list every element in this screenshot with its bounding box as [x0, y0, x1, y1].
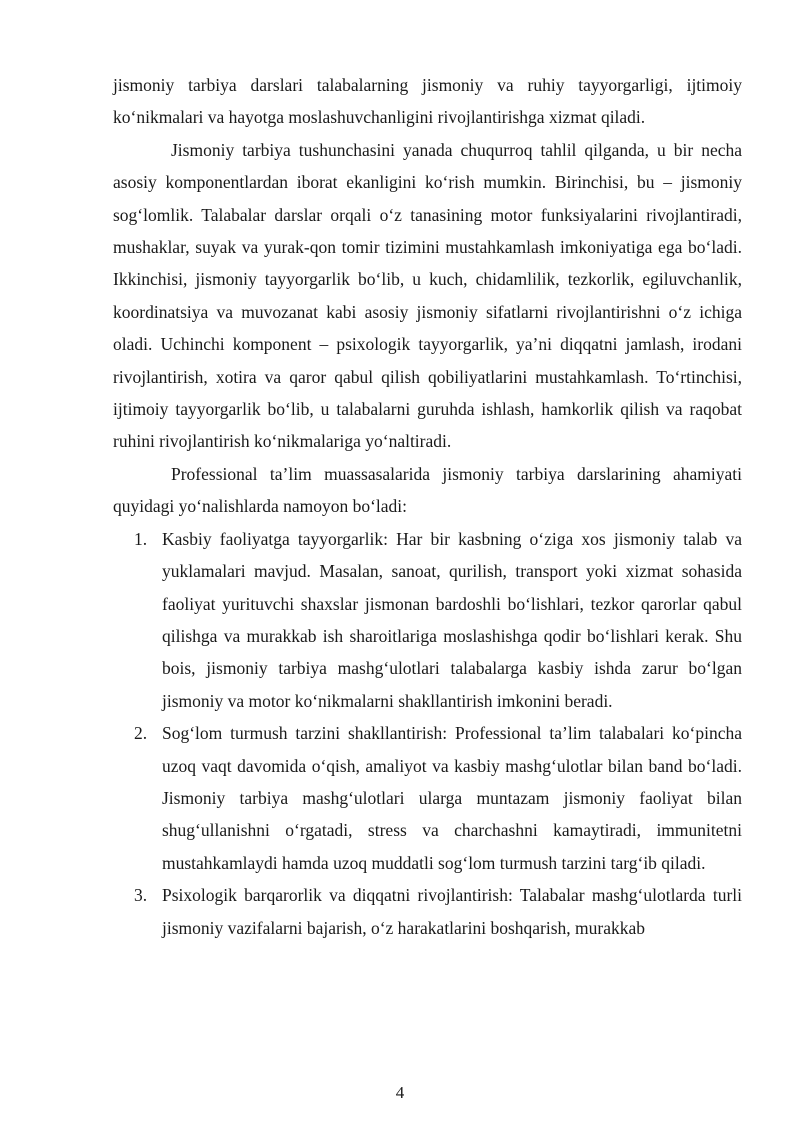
paragraph-components: Jismoniy tarbiya tushunchasini yanada chuqurroq tahlil qilganda, u bir necha asosiy komponentlardan iborat ekanligini ko‘rish mumkin. Birinchisi, bu – jismoniy sog‘lomlik. Talabalar darslar orqali o‘z tanasining motor funksiyalarini rivojlantiradi, mushaklar, suyak va yurak-qon tomir tizimini mustahkamlash imkoniyatiga ega bo‘ladi. Ikkinchisi, jismoniy tayyorgarlik bo‘lib, u kuch, chidamlilik, tezkorlik, egiluvchanlik, koordinatsiya va muvozanat kabi asosiy jismoniy sifatlarni rivojlantirishni o‘z ichiga oladi. Uchinchi komponent – psixologik tayyorgarlik, ya’ni diqqatni jamlash, irodani rivojlantirish, xotira va qaror qabul qilish qobiliyatlarini mustahkamlash. To‘rtinchisi, ijtimoiy tayyorgarlik bo‘lib, u talabalarni guruhda ishlash, hamkorlik qilish va raqobat ruhini rivojlantirish ko‘nikmalariga yo‘naltiradi. — [113, 139, 742, 452]
list-item — [113, 717, 742, 879]
list-item — [113, 879, 742, 944]
page-number: 4 — [395, 1083, 405, 1102]
paragraph-continuation: jismoniy tarbiya darslari talabalarning jismoniy va ruhiy tayyorgarligi, ijtimoiy ko‘nikmalari va hayotga moslashuvchanligini rivojlantirishga xizmat qiladi. — [113, 75, 742, 128]
paragraph-intro-list: Professional ta’lim muassasalarida jismoniy tarbiya darslarining ahamiyati quyidagi yo‘nalishlarda namoyon bo‘ladi: — [113, 463, 742, 517]
list-item-number: 3. — [134, 885, 148, 906]
list-item-text: Sog‘lom turmush tarzini shakllantirish: Professional ta’lim talabalari ko‘pincha uzoq vaqt davomida o‘qish, amaliyot va kasbiy mashg‘ulotlar bilan band bo‘ladi. Jismoniy tarbiya mashg‘ulotlari ularga muntazam jismoniy faoliyat bilan shug‘ullanishni o‘rgatadi, stress va charchashni kamaytiradi, immunitetni mustahkamlaydi hamda uzoq muddatli sog‘lom turmush tarzini targ‘ib qiladi. — [162, 723, 742, 873]
list-item — [113, 523, 742, 717]
list-item-text: Kasbiy faoliyatga tayyorgarlik: Har bir kasbning o‘ziga xos jismoniy talab va yuklamalari mavjud. Masalan, sanoat, qurilish, transport yoki xizmat sohasida faoliyat yurituvchi shaxslar jismonan bardoshli bo‘lishlari, tezkor qarorlar qabul qilishga va murakkab ish sharoitlariga moslashishga qodir bo‘lishlari kerak. Shu bois, jismoniy tarbiya mashg‘ulotlari talabalarga kasbiy ishda zarur bo‘lgan jismoniy va motor ko‘nikmalarni shakllantirish imkonini beradi. — [162, 528, 742, 711]
list-item-text: Psixologik barqarorlik va diqqatni rivojlantirish: Talabalar mashg‘ulotlarda turli jismoniy vazifalarni bajarish, o‘z harakatlarini boshqarish, murakkab — [162, 885, 742, 938]
list-item-number: 2. — [134, 723, 148, 744]
numbered-list — [113, 523, 742, 944]
list-item-number: 1. — [134, 528, 148, 549]
